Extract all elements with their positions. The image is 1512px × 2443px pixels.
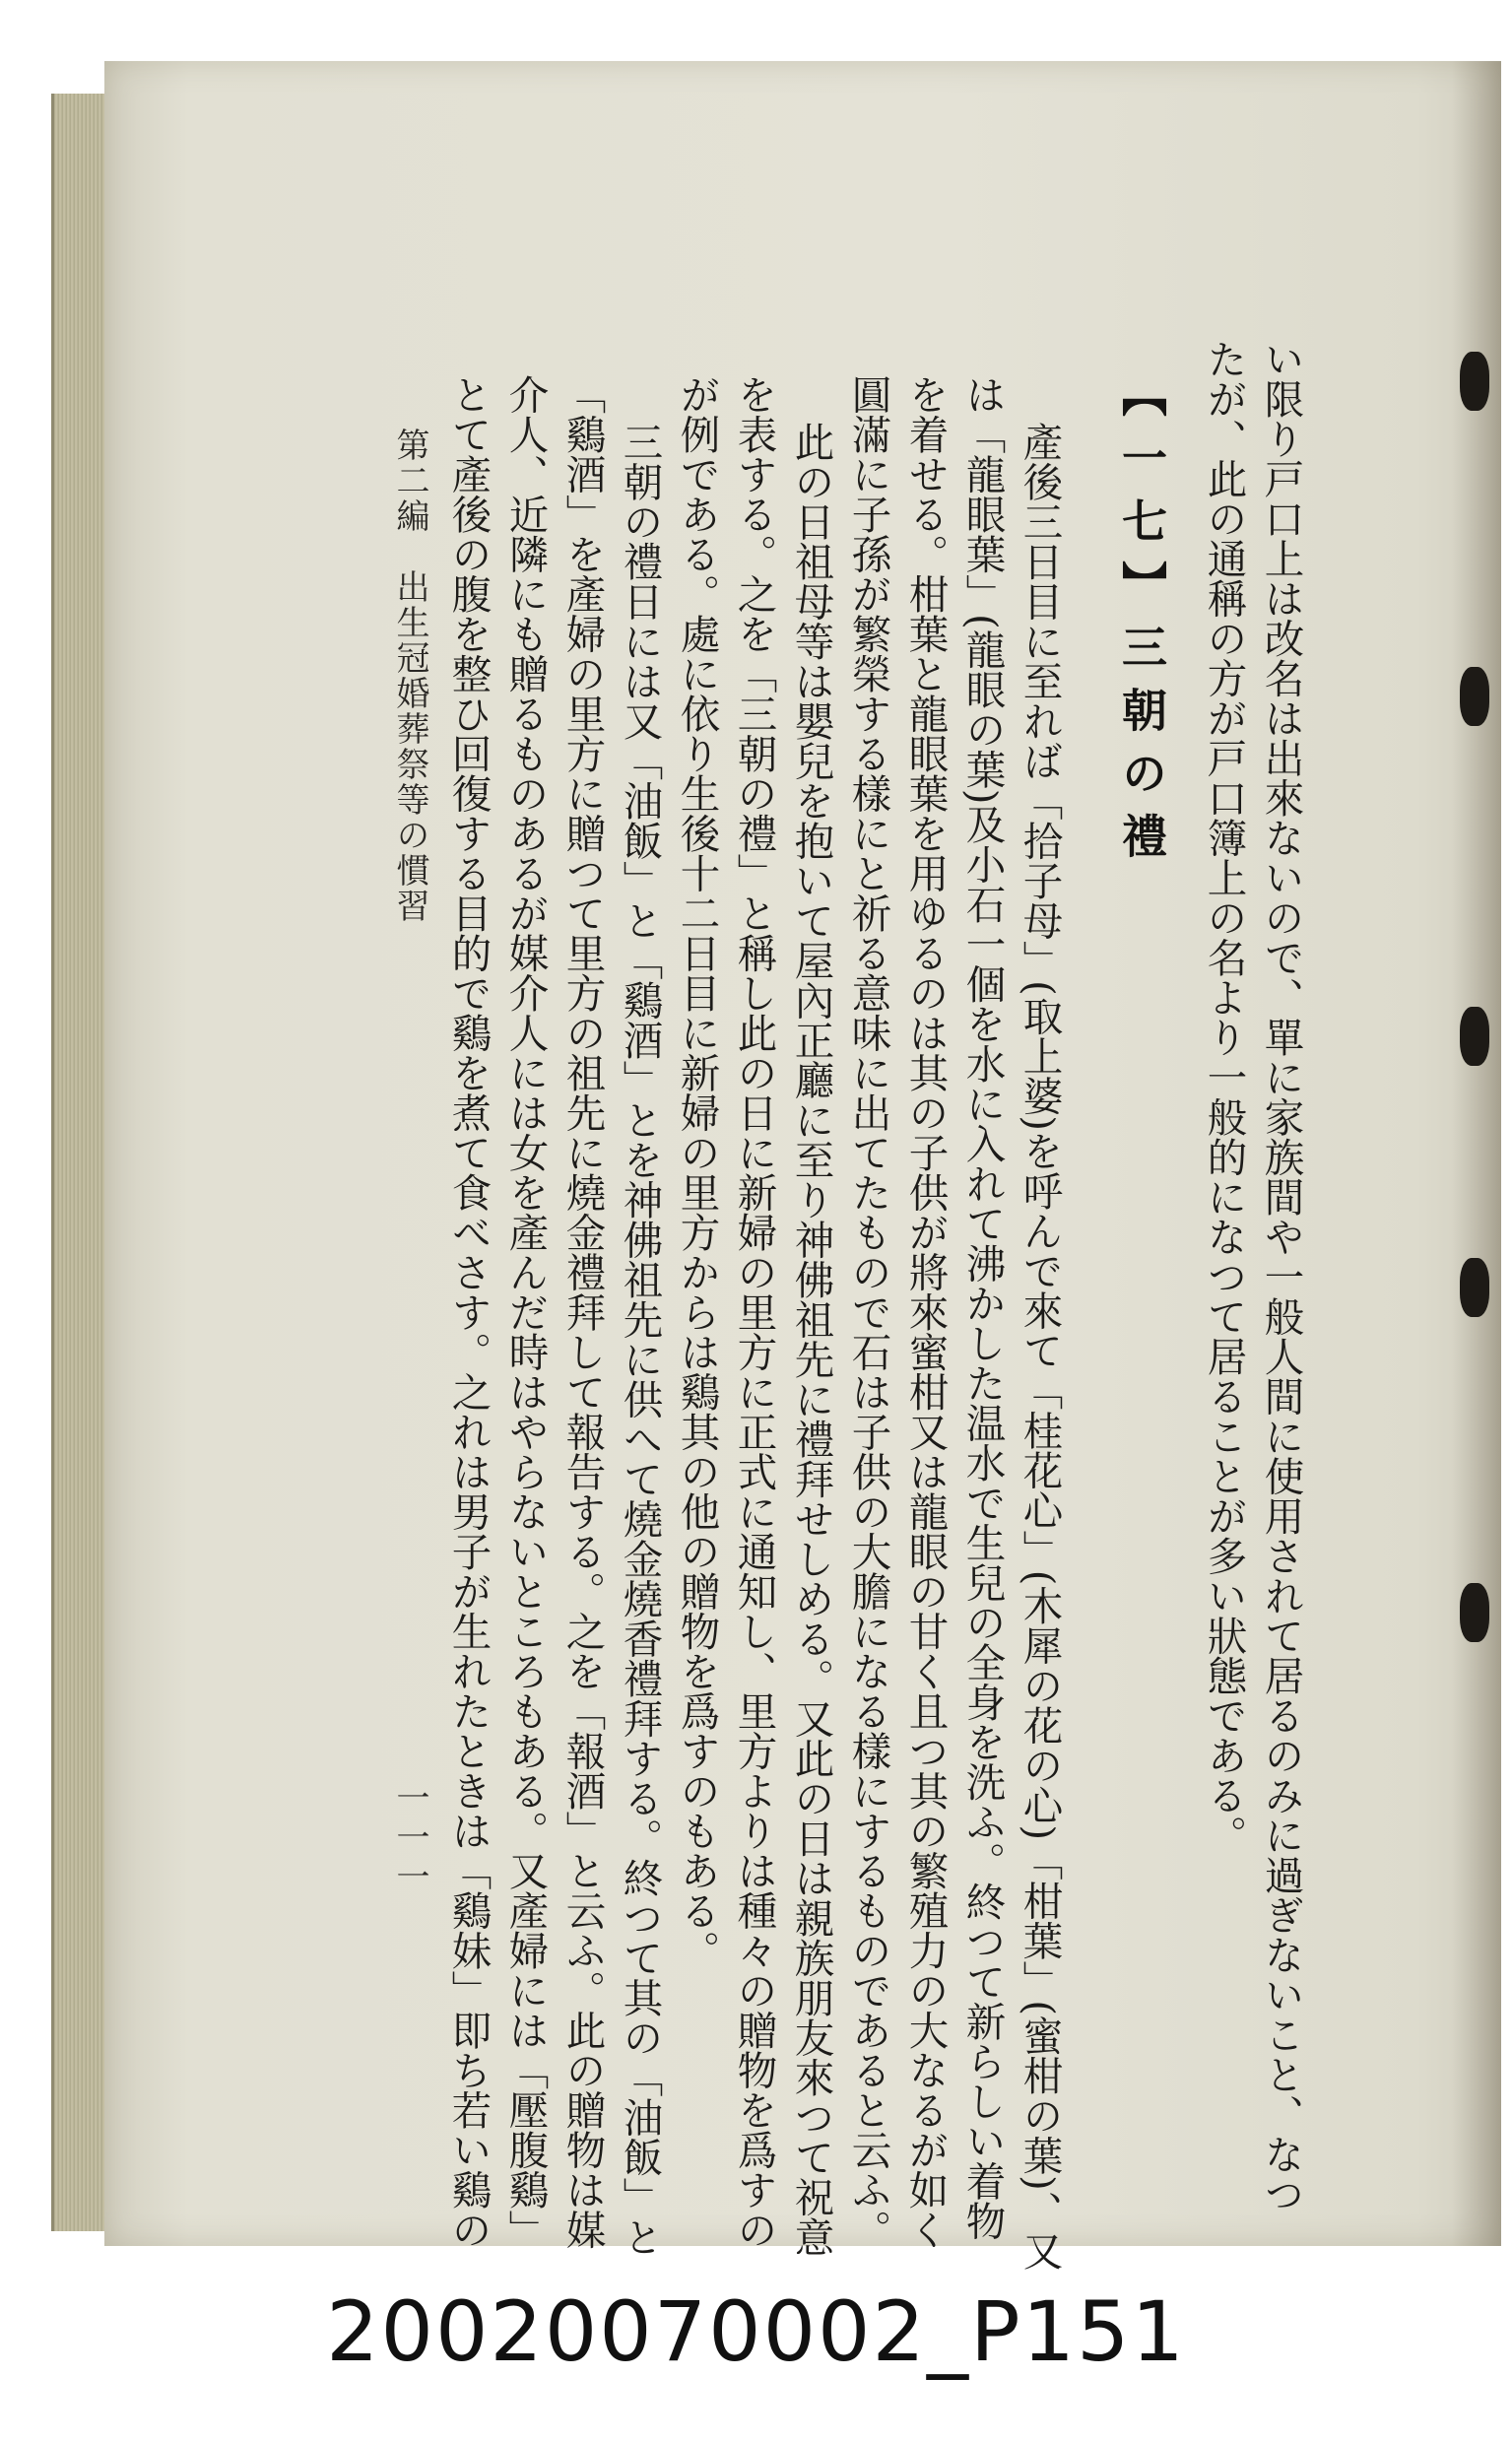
image-caption: 20020070002_P151 xyxy=(326,2283,1186,2380)
text-column-2: たが、此の通稱の方が戸口簿上の名より一般的になつて居ることが多い狀態である。 xyxy=(1200,339,1248,1855)
page-number: 一一一 xyxy=(390,1780,429,1898)
binding-hole-icon xyxy=(1460,667,1489,726)
text-column-11: 「鷄酒」を產婦の里方に贈つて里方の祖先に燒金禮拜して報告する。之を「報酒」と云ふ。此の贈物は媒 xyxy=(559,374,607,2250)
text-column-12: 介人、近隣にも贈るものあるが媒介人には女を產んだ時はやらないところもある。又產婦には「壓腹鷄」 xyxy=(501,374,550,2250)
section-heading: 【一七】三朝の禮 xyxy=(1115,371,1168,876)
text-column-6: 圓滿に子孫が繁榮する樣にと祈る意味に出てたもので石は子供の大膽になる樣にするものであると云ふ。 xyxy=(844,374,892,2250)
binding-hole-icon xyxy=(1460,1258,1489,1317)
book-page xyxy=(104,61,1501,2271)
text-column-3: 產後三日目に至れば「拾子母」(取上婆)を呼んで來て「桂花心」(木犀の花の心)「柑葉」(蜜柑の葉)、又 xyxy=(1016,422,1064,2271)
text-column-8: を表する。之を「三朝の禮」と稱し此の日に新婦の里方に正式に通知し、里方よりは種々の贈物を爲すの xyxy=(730,374,778,2250)
binding-hole-icon xyxy=(1460,1583,1489,1642)
running-footer-title: 第二編 出生冠婚葬祭等の慣習 xyxy=(390,428,429,924)
text-column-5: を着せる。柑葉と龍眼葉を用ゆるのは其の子供が將來蜜柑又は龍眼の甘く且つ其の繁殖力の大なるが如く xyxy=(901,374,950,2250)
text-column-9: が例である。處に依り生後十二日目に新婦の里方からは鷄其の他の贈物を爲すのもある。 xyxy=(673,374,721,1970)
binding-hole-icon xyxy=(1460,1007,1489,1066)
text-column-13: とて產後の腹を整ひ回復する目的で鷄を煮て食べさす。之れは男子が生れたときは「鷄妹」即ち若い鷄の xyxy=(444,374,493,2250)
text-column-4: は「龍眼葉」(龍眼の葉)及小石一個を水に入れて沸かした温水で生兒の全身を洗ふ。終つて新らしい着物 xyxy=(958,374,1007,2241)
text-column-7: 此の日祖母等は嬰兒を抱いて屋內正廳に至り神佛祖先に禮拜せしめる。又此の日は親族朋友來つて祝意 xyxy=(787,422,835,2257)
text-column-1: い限り戸口上は改名は出來ないので、單に家族間や一般人間に使用されて居るのみに過ぎないこと、なつ xyxy=(1257,339,1305,2214)
text-column-10: 三朝の禮日には又「油飯」と「鷄酒」とを神佛祖先に供へて燒金燒香禮拜する。終つて其の「油飯」と xyxy=(616,422,664,2257)
binding-hole-icon xyxy=(1460,352,1489,411)
